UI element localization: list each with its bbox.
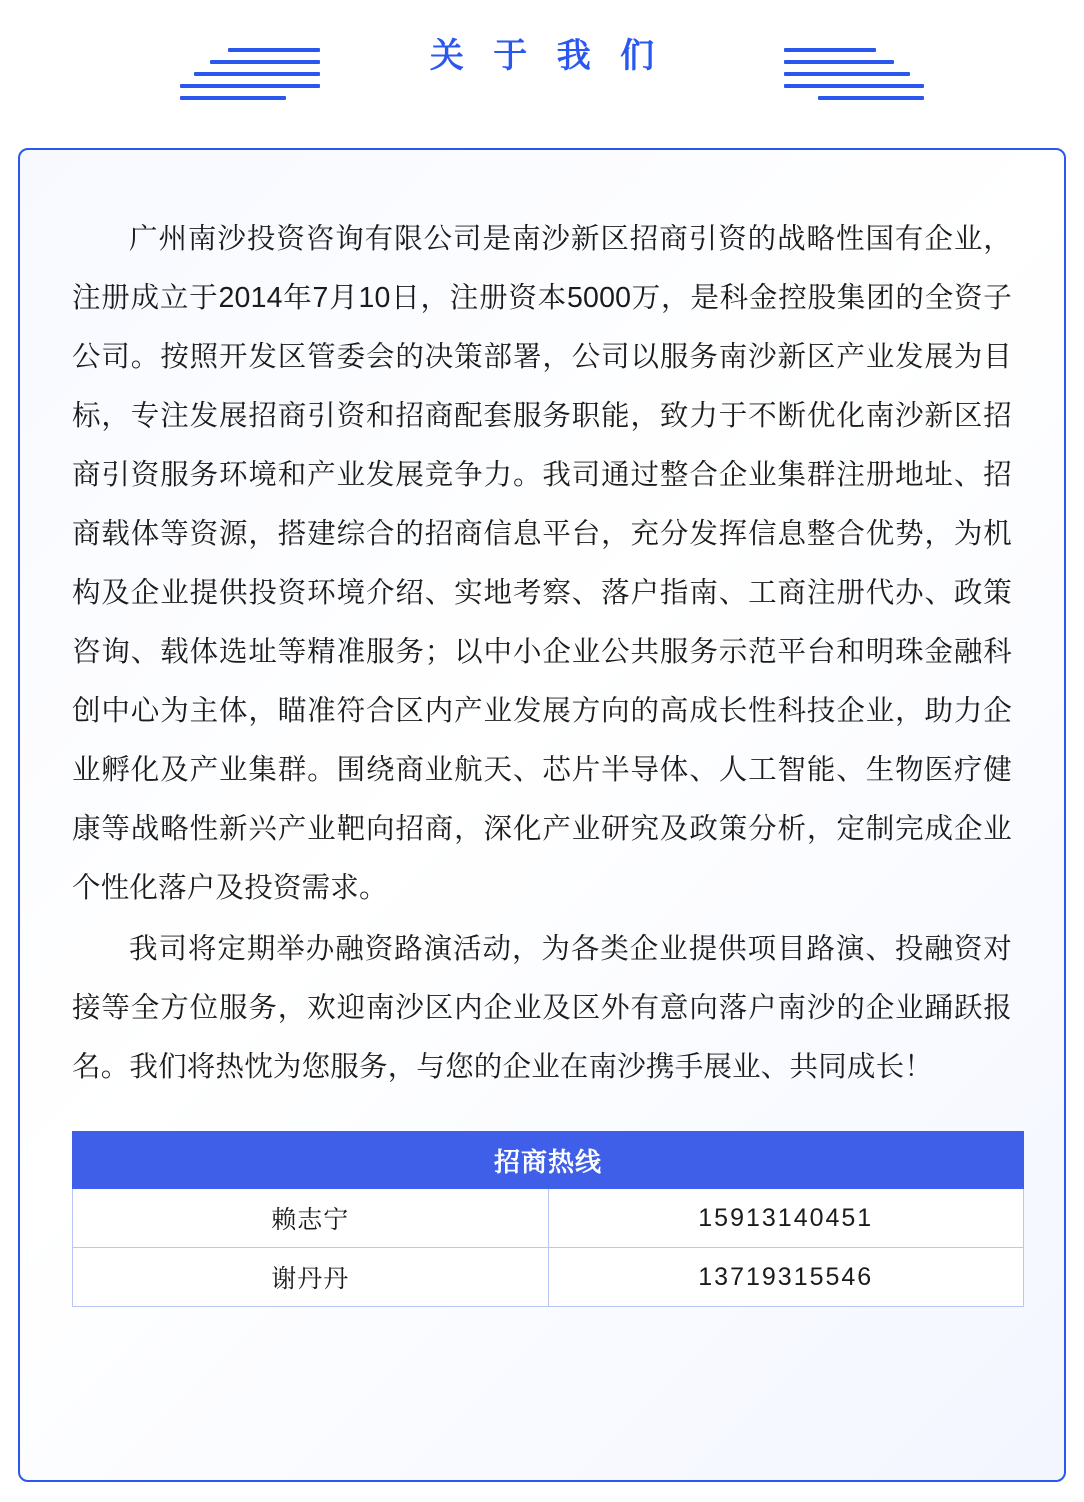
table-header-title: 招商热线 — [73, 1132, 1024, 1189]
table-row — [73, 1248, 1024, 1307]
page-title: 关 于 我 们 — [429, 37, 665, 75]
contact-name: 谢丹丹 — [73, 1248, 549, 1307]
paragraph-services: 我司将定期举办融资路演活动，为各类企业提供项目路演、投融资对接等全方位服务，欢迎南沙区内企业及区外有意向落户南沙的企业踊跃报名。我们将热忱为您服务，与您的企业在南沙携手展业、共同成长！ — [72, 933, 1012, 1083]
contact-phone: 13719315546 — [548, 1248, 1024, 1307]
paragraph-company-intro: 广州南沙投资咨询有限公司是南沙新区招商引资的战略性国有企业，注册成立于2014年7月10日，注册资本5000万，是科金控股集团的全资子公司。按照开发区管委会的决策部署，公司以服务南沙新区产业发展为目标，专注发展招商引资和招商配套服务职能，致力于不断优化南沙新区招商引资服务环境和产业发展竞争力。我司通过整合企业集群注册地址、招商载体等资源，搭建综合的招商信息平台，充分发挥信息整合优势，为机构及企业提供投资环境介绍、实地考察、落户指南、工商注册代办、政策咨询、载体选址等精准服务；以中小企业公共服务示范平台和明珠金融科创中心为主体，瞄准符合区内产业发展方向的高成长性科技企业，助力企业孵化及产业集群。围绕商业航天、芯片半导体、人工智能、生物医疗健康等战略性新兴产业靶向招商，深化产业研究及政策分析，定制完成企业个性化落户及投资需求。 — [72, 223, 1012, 904]
lines-right-icon — [784, 48, 924, 100]
page-header — [0, 0, 1084, 132]
about-card — [18, 148, 1066, 1482]
about-body — [72, 210, 1012, 1097]
table-header-row — [73, 1132, 1024, 1189]
contact-table — [72, 1131, 1024, 1307]
contact-name: 赖志宁 — [73, 1189, 549, 1248]
table-row — [73, 1189, 1024, 1248]
contact-phone: 15913140451 — [548, 1189, 1024, 1248]
